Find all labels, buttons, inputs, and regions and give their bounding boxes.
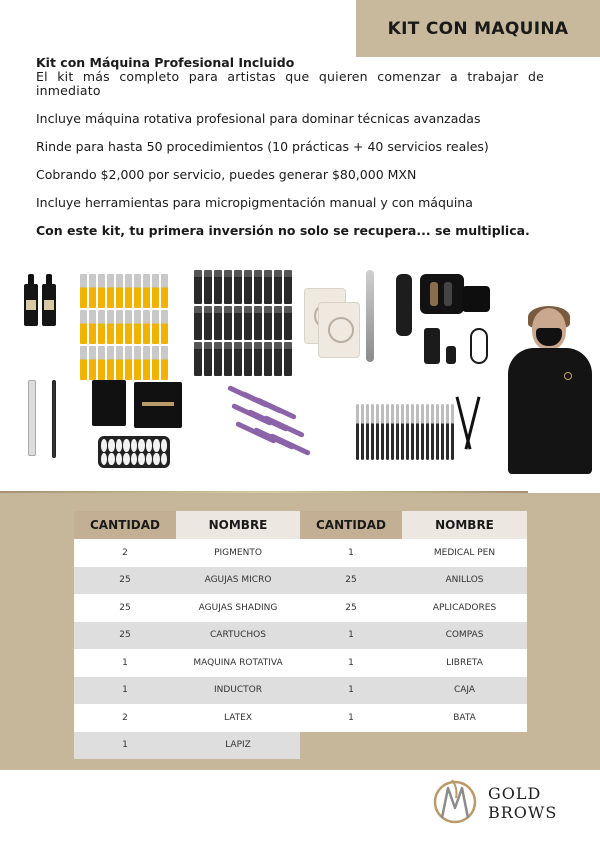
table-cell: 2 bbox=[74, 704, 176, 732]
feature-1: Incluye máquina rotativa profesional para dominar técnicas avanzadas bbox=[36, 111, 481, 126]
table-cell: 1 bbox=[300, 622, 402, 650]
table-header-row bbox=[74, 511, 527, 539]
table-cell: 1 bbox=[300, 704, 402, 732]
table-cell: CARTUCHOS bbox=[176, 622, 300, 650]
table-cell: 1 bbox=[300, 649, 402, 677]
ring-cups-image bbox=[98, 436, 170, 468]
table-cell: INDUCTOR bbox=[176, 677, 300, 705]
brand-name-line2: BROWS bbox=[488, 803, 558, 822]
title-banner bbox=[356, 0, 600, 57]
medical-pen-image bbox=[366, 270, 374, 362]
table-row bbox=[74, 567, 527, 595]
table-cell: BATA bbox=[402, 704, 527, 732]
table-cell: 1 bbox=[74, 649, 176, 677]
rotary-machine-image bbox=[396, 274, 412, 336]
table-cell: 1 bbox=[300, 677, 402, 705]
table-cell: 25 bbox=[74, 622, 176, 650]
header-cantidad: CANTIDAD bbox=[300, 511, 402, 539]
table-row bbox=[74, 704, 527, 732]
micro-needles-image bbox=[80, 274, 168, 380]
table-cell: 25 bbox=[300, 567, 402, 595]
shading-needles-image bbox=[226, 388, 316, 458]
brand-name bbox=[488, 784, 557, 822]
brand-name-line1: GOLD bbox=[488, 784, 542, 803]
cable-image bbox=[470, 328, 488, 364]
table-cell: MEDICAL PEN bbox=[402, 539, 527, 567]
gold-brows-emblem-icon bbox=[430, 774, 480, 828]
table-row bbox=[74, 732, 527, 760]
contents-section bbox=[0, 493, 600, 770]
table-cell: AGUJAS MICRO bbox=[176, 567, 300, 595]
table-cell: 25 bbox=[74, 567, 176, 595]
header-nombre: NOMBRE bbox=[176, 511, 300, 539]
table-cell-empty bbox=[300, 732, 402, 760]
adapter-image bbox=[446, 346, 456, 364]
pencil-image bbox=[52, 380, 56, 458]
table-cell: 1 bbox=[300, 539, 402, 567]
manual-tool-image bbox=[28, 380, 36, 456]
notebook-image bbox=[92, 380, 126, 426]
kit-subtitle: Kit con Máquina Profesional Incluido bbox=[36, 55, 295, 70]
table-cell: 25 bbox=[300, 594, 402, 622]
table-cell-empty bbox=[402, 732, 527, 760]
table-cell: LIBRETA bbox=[402, 649, 527, 677]
table-cell: 2 bbox=[74, 539, 176, 567]
table-cell: 1 bbox=[74, 732, 176, 760]
cartridges-image bbox=[194, 270, 292, 376]
model-wearing-coat-image bbox=[504, 308, 596, 474]
table-cell: COMPAS bbox=[402, 622, 527, 650]
table-cell: LAPIZ bbox=[176, 732, 300, 760]
feature-2: Rinde para hasta 50 procedimientos (10 prácticas + 40 servicios reales) bbox=[36, 139, 489, 154]
feature-3: Cobrando $2,000 por servicio, puedes generar $80,000 MXN bbox=[36, 167, 417, 182]
kit-description: El kit más completo para artistas que quieren comenzar a trabajar de inmediato bbox=[36, 69, 544, 98]
machine-case-image bbox=[420, 274, 464, 314]
header-nombre: NOMBRE bbox=[402, 511, 527, 539]
header-cantidad: CANTIDAD bbox=[74, 511, 176, 539]
notebook-image bbox=[134, 382, 182, 428]
description-block bbox=[36, 56, 544, 238]
table-cell: AGUJAS SHADING bbox=[176, 594, 300, 622]
page-title: KIT CON MAQUINA bbox=[387, 18, 569, 39]
kit-contents-table bbox=[74, 511, 527, 759]
table-cell: LATEX bbox=[176, 704, 300, 732]
table-cell: MAQUINA ROTATIVA bbox=[176, 649, 300, 677]
table-row bbox=[74, 594, 527, 622]
table-cell: APLICADORES bbox=[402, 594, 527, 622]
table-cell: ANILLOS bbox=[402, 567, 527, 595]
compass-image bbox=[458, 396, 478, 450]
table-row bbox=[74, 649, 527, 677]
gold-brows-logo bbox=[430, 772, 570, 832]
table-cell: 1 bbox=[74, 677, 176, 705]
table-cell: PIGMENTO bbox=[176, 539, 300, 567]
table-cell: CAJA bbox=[402, 677, 527, 705]
stencil-image bbox=[318, 302, 360, 358]
table-row bbox=[74, 622, 527, 650]
closing-statement: Con este kit, tu primera inversión no solo se recupera... se multiplica. bbox=[36, 223, 530, 238]
feature-4: Incluye herramientas para micropigmentación manual y con máquina bbox=[36, 195, 473, 210]
table-row bbox=[74, 539, 527, 567]
machine-bag-image bbox=[462, 286, 490, 312]
inductor-image bbox=[424, 328, 440, 364]
table-cell: 25 bbox=[74, 594, 176, 622]
product-photo bbox=[0, 262, 600, 477]
applicators-image bbox=[356, 404, 454, 460]
table-row bbox=[74, 677, 527, 705]
